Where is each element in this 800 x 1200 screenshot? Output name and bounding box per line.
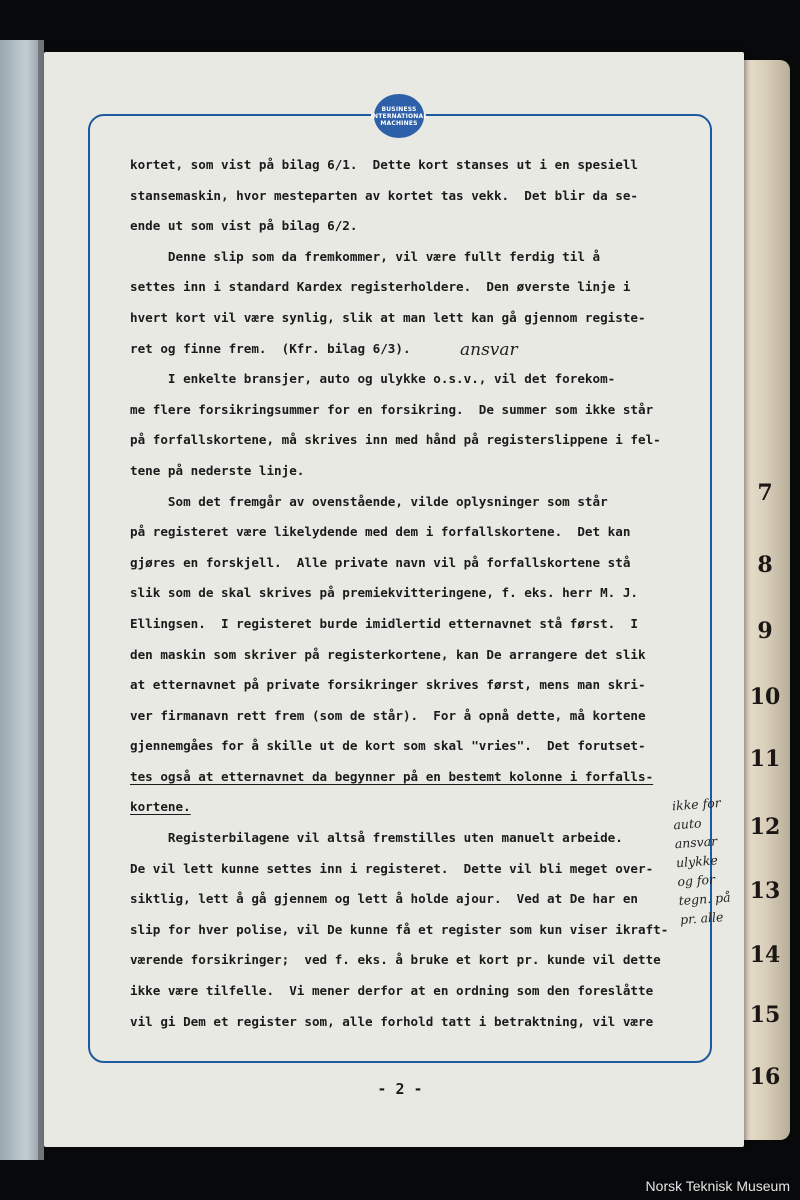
- body-line-underlined: kortene.: [130, 799, 191, 815]
- index-tab-10: 10: [749, 684, 781, 710]
- body-line: på registeret være likelydende med dem i forfallskortene. Det kan: [130, 524, 631, 540]
- body-line: den maskin som skriver på registerkortene, kan De arrangere det slik: [130, 646, 646, 662]
- body-line: at etternavnet på private forsikringer skrives først, mens man skri-: [130, 677, 646, 693]
- body-line: kortet, som vist på bilag 6/1. Dette kort stanses ut i en spesiell: [130, 157, 638, 172]
- museum-watermark: Norsk Teknisk Museum: [645, 1178, 790, 1194]
- body-line: slip for hver polise, vil De kunne få et register som kun viser ikraft-: [130, 921, 669, 937]
- index-tab-14: 14: [749, 942, 781, 968]
- handwritten-margin-note: [671, 792, 744, 929]
- body-line: settes inn i standard Kardex registerholdere. Den øverste linje i: [130, 279, 631, 295]
- body-line: tene på nederste linje.: [130, 462, 305, 478]
- index-tab-8: 8: [757, 552, 773, 578]
- margin-note-line: og for: [676, 871, 716, 890]
- index-tab-16: 16: [749, 1064, 781, 1090]
- body-line: Denne slip som da fremkommer, vil være fullt ferdig til å: [130, 248, 601, 264]
- typed-body: [130, 150, 690, 1037]
- margin-note-line: ulykke: [675, 852, 719, 871]
- margin-note-line: tegn. på: [678, 889, 732, 909]
- body-line: stansemaskin, hvor mesteparten av kortet tas vekk. Det blir da se-: [130, 187, 638, 203]
- handwritten-insertion: ansvar: [460, 340, 518, 360]
- body-line: slik som de skal skrives på premiekvitteringene, f. eks. herr M. J.: [130, 585, 638, 601]
- margin-note-line: auto: [672, 815, 702, 833]
- margin-note-line: ikke for: [671, 794, 722, 814]
- logo-text-1: BUSINESS: [381, 105, 417, 113]
- body-line: på forfallskortene, må skrives inn med hånd på registerslippene i fel-: [130, 432, 661, 448]
- body-line: Ellingsen. I registeret burde imidlertid etternavnet stå først. I: [130, 615, 638, 631]
- body-line: me flere forsikringsummer for en forsikring. De summer som ikke står: [130, 401, 654, 417]
- body-line: hvert kort vil være synlig, slik at man lett kan gå gjennom registe-: [130, 309, 646, 325]
- body-line: ikke være tilfelle. Vi mener derfor at en ordning som den foreslåtte: [130, 983, 654, 999]
- body-line: siktlig, lett å gå gjennem og lett å holde ajour. Ved at De har en: [130, 891, 638, 907]
- body-line: ver firmanavn rett frem (som de står). For å opnå dette, må kortene: [130, 707, 646, 723]
- index-tab-7: 7: [757, 480, 773, 506]
- body-line: gjennemgåes for å skille ut de kort som skal "vries". Det forutset-: [130, 738, 646, 754]
- index-tab-13: 13: [749, 878, 781, 904]
- index-tab-15: 15: [749, 1002, 781, 1028]
- logo-text-3: MACHINES: [380, 119, 418, 127]
- body-line: værende forsikringer; ved f. eks. å bruke et kort pr. kunde vil dette: [130, 952, 661, 968]
- body-line: ret og finne frem. (Kfr. bilag 6/3).: [130, 340, 411, 356]
- index-tab-11: 11: [749, 746, 781, 772]
- index-tab-12: 12: [749, 814, 781, 840]
- body-line: gjøres en forskjell. Alle private navn vil på forfallskortene stå: [130, 554, 631, 570]
- body-line-underlined: tes også at etternavnet da begynner på en bestemt kolonne i forfalls-: [130, 768, 654, 784]
- index-tab-9: 9: [757, 618, 773, 644]
- margin-note-line: pr. alle: [679, 909, 724, 928]
- body-line: De vil lett kunne settes inn i registeret. Dette vil bli meget over-: [130, 860, 654, 876]
- page-number: - 2 -: [377, 1080, 423, 1098]
- margin-note-line: ansvar: [674, 833, 718, 852]
- logo-text-2: INTERNATIONAL: [370, 112, 428, 120]
- left-page-edge: [0, 40, 44, 1160]
- body-line: vil gi Dem et register som, alle forhold tatt i betraktning, vil være: [130, 1013, 654, 1029]
- body-line: I enkelte bransjer, auto og ulykke o.s.v., vil det forekom-: [130, 371, 616, 387]
- body-line: ende ut som vist på bilag 6/2.: [130, 218, 358, 234]
- body-line: Registerbilagene vil altså fremstilles uten manuelt arbeide.: [130, 830, 623, 846]
- body-line: Som det fremgår av ovenstående, vilde oplysninger som står: [130, 493, 608, 509]
- ibm-logo: [372, 92, 426, 140]
